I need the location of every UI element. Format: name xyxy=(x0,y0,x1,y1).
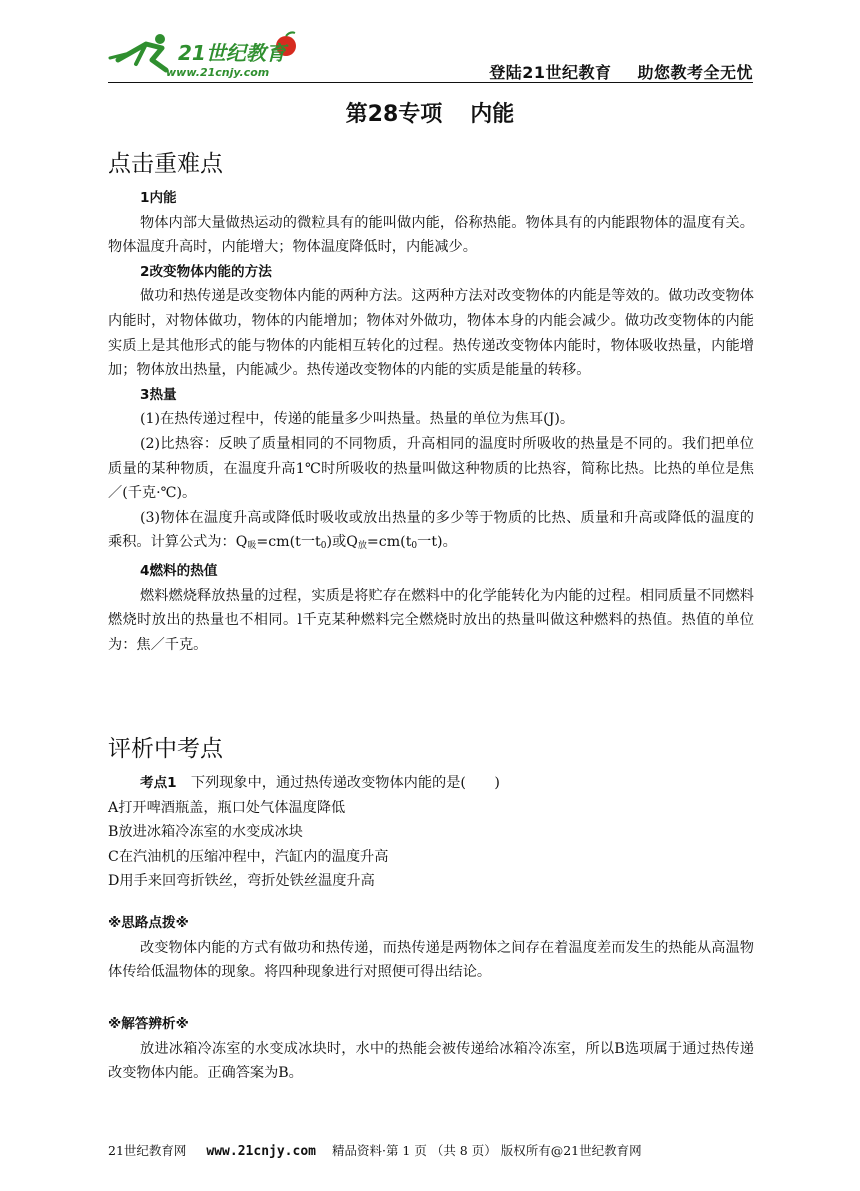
answer-title: ※解答辨析※ xyxy=(108,1016,189,1032)
page-header xyxy=(108,30,753,82)
formula-paragraph: (3)物体在温度升高或降低时吸收或放出热量的多少等于物质的比热、质量和升高或降低的温度的乘积。计算公式为：Q吸=cm(t一t0)或Q放=cm(t0一t)。 xyxy=(108,509,754,552)
subsection-title: 4燃料的热值 xyxy=(140,562,218,579)
question-line xyxy=(108,771,754,796)
option-d: D用手来回弯折铁丝，弯折处铁丝温度升高 xyxy=(108,873,375,890)
hint-text: 改变物体内能的方式有做功和热传递，而热传递是两物体之间存在着温度差而发生的热能从高温物体传给低温物体的现象。将四种现象进行对照便可得出结论。 xyxy=(108,939,754,981)
question-block xyxy=(108,771,754,894)
section1-body xyxy=(108,186,754,657)
logo-wordmark: 21世纪教育 xyxy=(178,41,286,65)
section1-heading: 点击重难点 xyxy=(108,151,223,177)
paragraph: (1)在热传递过程中，传递的能量多少叫热量。热量的单位为焦耳(J)。 xyxy=(140,411,575,428)
title-part1: 第28专项 xyxy=(345,102,443,127)
page-title xyxy=(0,97,860,128)
subsection-title: 2改变物体内能的方法 xyxy=(140,263,272,280)
header-divider xyxy=(108,82,753,83)
answer-block xyxy=(108,1012,754,1086)
answer-text: 放进冰箱冷冻室的水变成冰块时，水中的热能会被传递给冰箱冷冻室，所以B选项属于通过热传递改变物体内能。正确答案为B。 xyxy=(108,1040,754,1082)
runner-figure-icon xyxy=(110,34,166,70)
footer-right: 精品资料·第 1 页 （共 8 页） 版权所有@21世纪教育网 xyxy=(331,1143,642,1158)
option-c: C在汽油机的压缩冲程中，汽缸内的温度升高 xyxy=(108,848,389,865)
paragraph: 物体内部大量做热运动的微粒具有的能叫做内能，俗称热能。物体具有的内能跟物体的温度有关。物体温度升高时，内能增大；物体温度降低时，内能减少。 xyxy=(108,214,754,256)
question-text: 下列现象中，通过热传递改变物体内能的是( ) xyxy=(190,775,500,791)
logo-url: www.21cnjy.com xyxy=(166,66,270,79)
subsection-title: 3热量 xyxy=(140,386,177,403)
hint-block xyxy=(108,911,754,985)
footer-site-link[interactable]: www.21cnjy.com xyxy=(206,1144,316,1159)
title-part2: 内能 xyxy=(470,102,515,127)
footer-left: 21世纪教育网 xyxy=(108,1143,187,1158)
header-slogan-right: 助您教考全无忧 xyxy=(637,63,753,82)
subsection-title: 1内能 xyxy=(140,190,177,206)
paragraph: (2)比热容：反映了质量相同的不同物质，升高相同的温度时所吸收的热量是不同的。我们把单位质量的某种物质，在温度升高1℃时所吸收的热量叫做这种物质的比热容，简称比热。比热的单位是焦／(千克·℃)。 xyxy=(108,435,754,502)
header-slogans xyxy=(489,60,753,83)
option-b: B放进冰箱冷冻室的水变成冰块 xyxy=(108,824,303,841)
question-label: 考点1 xyxy=(140,775,177,791)
hint-title: ※思路点拨※ xyxy=(108,915,189,931)
header-slogan-left[interactable]: 登陆21世纪教育 xyxy=(489,63,612,82)
paragraph: 做功和热传递是改变物体内能的两种方法。这两种方法对改变物体的内能是等效的。做功改变物体内能时，对物体做功，物体的内能增加；物体对外做功，物体本身的内能会减少。做功改变物体的内能实质上是其他形式的能与物体的内能相互转化的过程。热传递改变物体内能时，物体吸收热量，内能增加；物体放出热量，内能减少。热传递改变物体的内能的实质是能量的转移。 xyxy=(108,288,754,379)
paragraph: 燃料燃烧释放热量的过程，实质是将贮存在燃料中的化学能转化为内能的过程。相同质量不同燃料燃烧时放出的热量也不相同。l千克某种燃料完全燃烧时放出的热量叫做这种燃料的热值。热值的单位为：焦／千克。 xyxy=(108,587,754,653)
21cnjy-logo xyxy=(108,30,308,80)
page-footer xyxy=(108,1141,753,1159)
option-a: A打开啤酒瓶盖，瓶口处气体温度降低 xyxy=(108,799,346,816)
section2-heading: 评析中考点 xyxy=(108,736,223,762)
